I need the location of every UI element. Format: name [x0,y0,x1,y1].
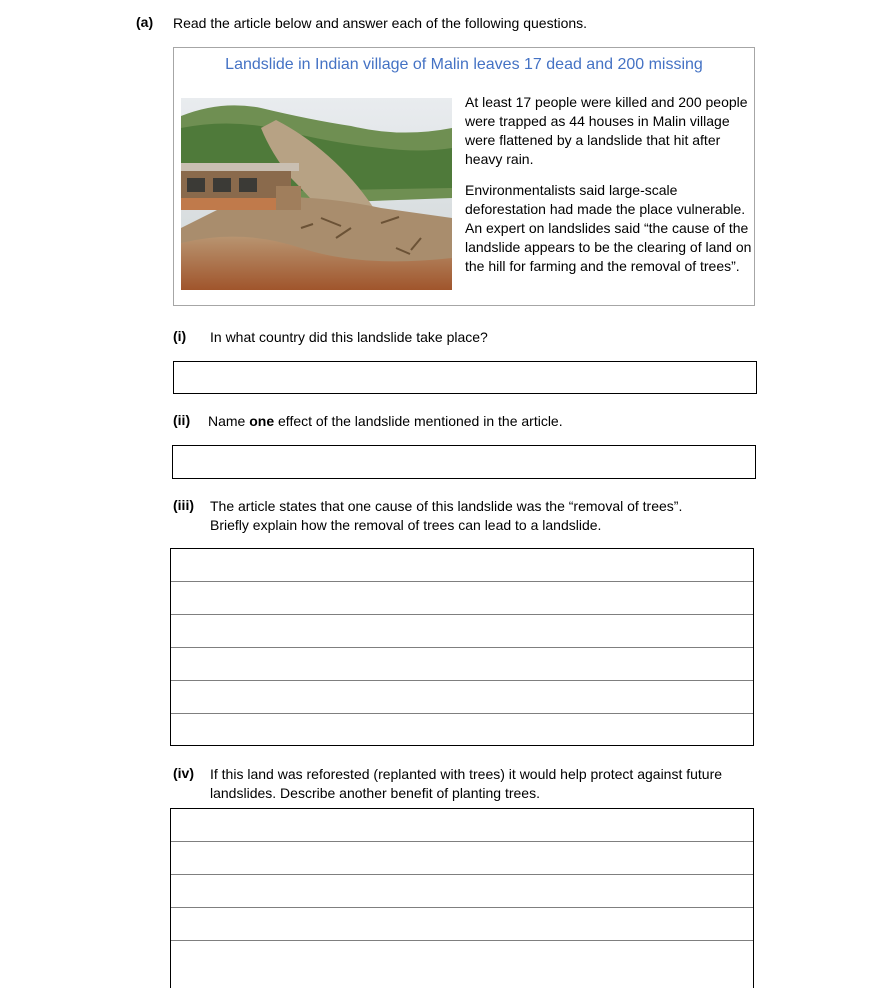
question-3-label: (iii) [173,497,194,513]
answer-line[interactable] [171,714,753,747]
question-2-text [208,412,563,431]
landslide-photo [181,98,452,290]
article-headline: Landslide in Indian village of Malin leaves 17 dead and 200 missing [225,56,703,73]
answer-lines-3[interactable] [170,548,754,746]
question-4-line-2: landslides. Describe another benefit of planting trees. [210,785,540,801]
question-1-text: In what country did this landslide take place? [210,329,488,345]
answer-line[interactable] [171,875,753,908]
question-2-text-before: Name [208,413,250,429]
question-2-text-bold: one [249,413,275,429]
question-4-text [210,765,722,803]
question-1-label: (i) [173,328,187,344]
answer-line[interactable] [171,908,753,941]
question-3-text [210,497,682,535]
answer-box-1[interactable] [173,361,757,394]
answer-line[interactable] [171,549,753,582]
question-3-line-2: Briefly explain how the removal of trees can lead to a landslide. [210,517,602,533]
answer-line[interactable] [171,842,753,875]
question-2-label: (ii) [173,412,191,428]
question-2-text-after: effect of the landslide mentioned in the article. [274,413,563,429]
part-a-label: (a) [136,14,154,30]
question-3-line-1: The article states that one cause of this landslide was the “removal of trees”. [210,498,683,514]
answer-line[interactable] [171,615,753,648]
answer-line[interactable] [171,648,753,681]
article-box [173,47,755,306]
part-a-instruction: Read the article below and answer each of the following questions. [173,15,588,31]
question-4-label: (iv) [173,765,194,781]
answer-line[interactable] [171,681,753,714]
answer-line[interactable] [171,809,753,842]
article-paragraph-1: At least 17 people were killed and 200 people were trapped as 44 houses in Malin village were flattened by a landslide that hit after heavy rain. [465,94,748,167]
question-4-line-1: If this land was reforested (replanted with trees) it would help protect against future [210,766,723,782]
article-paragraph-2: Environmentalists said large-scale deforestation had made the place vulnerable. An expert on landslides said “the cause of the landslide appears to be the clearing of land on the hill for farming and the removal of trees”. [465,182,752,274]
article-body [465,93,755,288]
answer-line[interactable] [171,582,753,615]
answer-box-2[interactable] [172,445,756,479]
answer-line[interactable] [171,941,753,974]
answer-lines-4[interactable] [170,808,754,988]
